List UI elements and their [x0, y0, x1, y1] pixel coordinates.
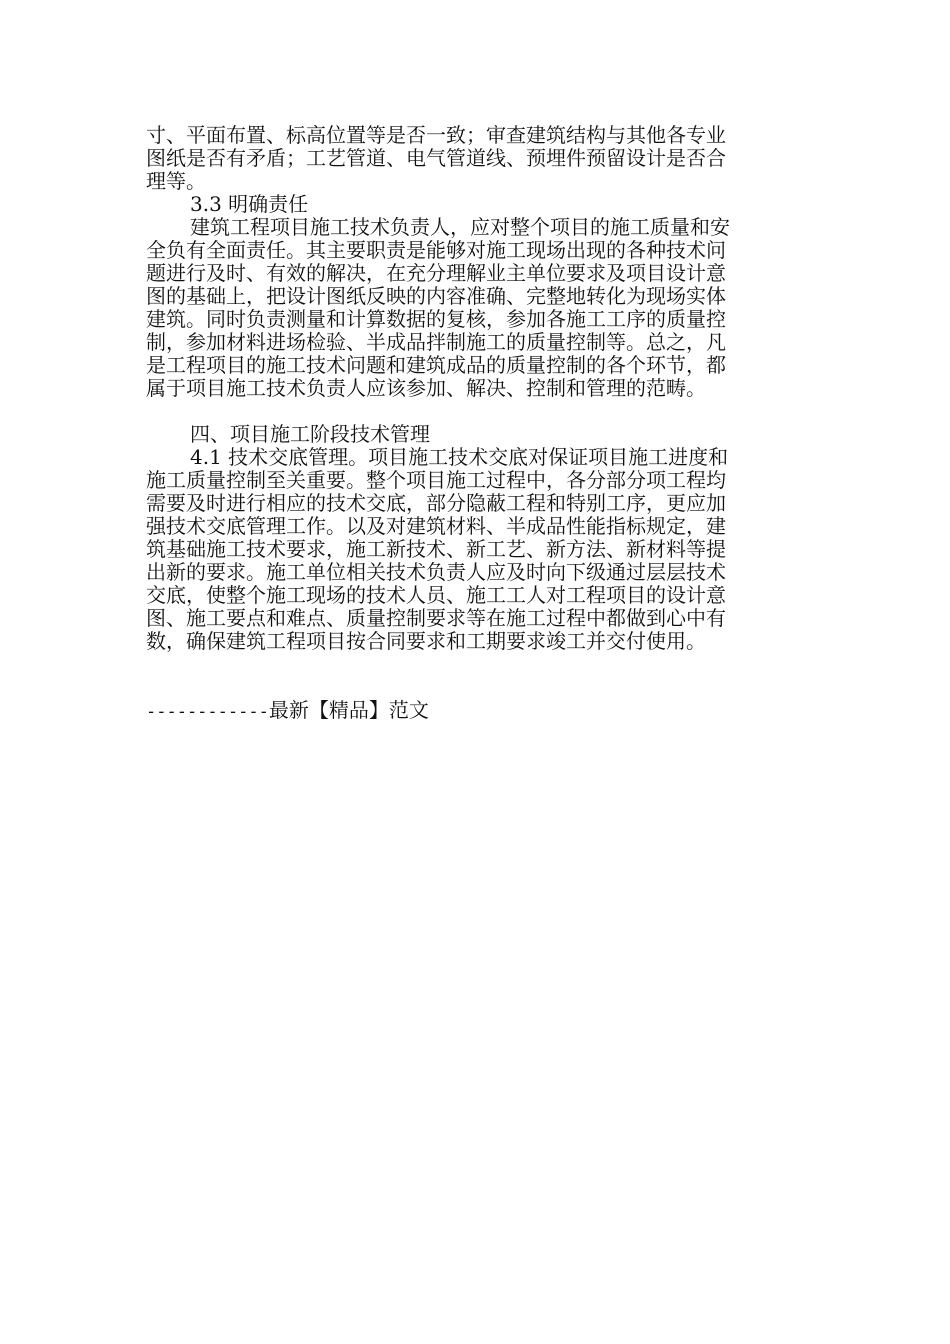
section-heading-3-3: 3.3 明确责任	[190, 192, 309, 216]
text-line: 交底，使整个施工现场的技术人员、施工工人对工程项目的设计意	[146, 583, 726, 607]
text-line: 图、施工要点和难点、质量控制要求等在施工过程中都做到心中有	[146, 606, 726, 630]
text-line: 4.1 技术交底管理。项目施工技术交底对保证项目施工进度和	[190, 445, 729, 469]
text-line: 图的基础上，把设计图纸反映的内容准确、完整地转化为现场实体	[146, 284, 726, 308]
document-page	[146, 124, 806, 722]
paragraph-responsibility	[146, 216, 806, 400]
text-line: 理等。	[146, 169, 206, 193]
paragraph-review-drawings	[146, 124, 806, 193]
text-line: 施工质量控制至关重要。整个项目施工过程中，各分部分项工程均	[146, 468, 726, 492]
text-line: 全负有全面责任。其主要职责是能够对施工现场出现的各种技术问	[146, 238, 726, 262]
text-line: 建筑。同时负责测量和计算数据的复核，参加各施工工序的质量控	[146, 307, 726, 331]
text-line: 筑基础施工技术要求，施工新技术、新工艺、新方法、新材料等提	[146, 537, 726, 561]
text-line: 需要及时进行相应的技术交底，部分隐蔽工程和特别工序，更应加	[146, 491, 726, 515]
text-line: 是工程项目的施工技术问题和建筑成品的质量控制的各个环节，都	[146, 353, 726, 377]
footer-text: 最新【精品】范文	[268, 698, 429, 722]
footer-dashes: ------------	[146, 702, 269, 722]
blank-line	[146, 400, 806, 423]
text-line: 强技术交底管理工作。以及对建筑材料、半成品性能指标规定，建	[146, 514, 726, 538]
text-line: 数，确保建筑工程项目按合同要求和工期要求竣工并交付使用。	[146, 629, 706, 653]
paragraph-technical-briefing	[146, 446, 806, 653]
text-line: 寸、平面布置、标高位置等是否一致；审查建筑结构与其他各专业	[146, 123, 726, 147]
footer-note	[146, 699, 806, 722]
text-line: 属于项目施工技术负责人应该参加、解决、控制和管理的范畴。	[146, 376, 706, 400]
text-line: 制，参加材料进场检验、半成品拌制施工的质量控制等。总之，凡	[146, 330, 726, 354]
section-heading-4: 四、项目施工阶段技术管理	[190, 422, 430, 446]
blank-line	[146, 653, 806, 699]
text-line: 出新的要求。施工单位相关技术负责人应及时向下级通过层层技术	[146, 560, 726, 584]
text-line: 题进行及时、有效的解决，在充分理解业主单位要求及项目设计意	[146, 261, 726, 285]
text-line: 建筑工程项目施工技术负责人，应对整个项目的施工质量和安	[190, 215, 730, 239]
text-line: 图纸是否有矛盾；工艺管道、电气管道线、预埋件预留设计是否合	[146, 146, 726, 170]
